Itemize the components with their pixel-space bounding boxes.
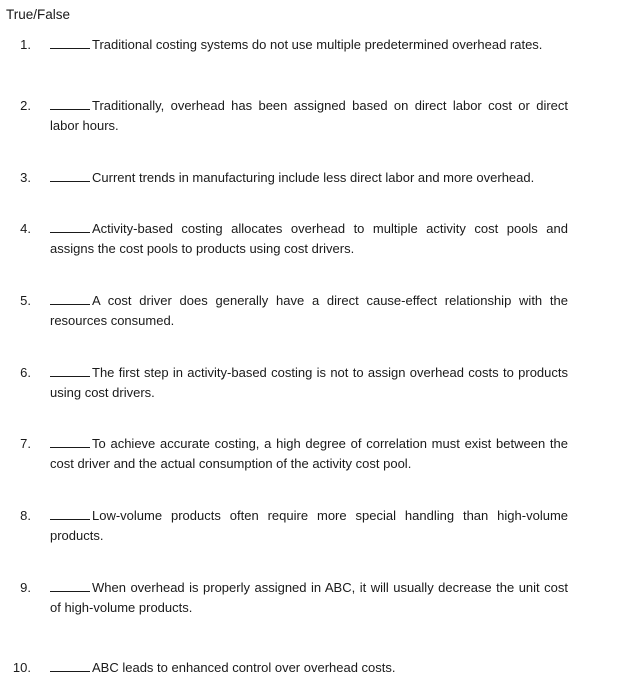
question-number: 2. <box>20 98 31 113</box>
answer-blank[interactable] <box>50 36 90 49</box>
answer-blank[interactable] <box>50 97 90 110</box>
question-number: 9. <box>20 580 31 595</box>
question-number: 6. <box>20 365 31 380</box>
section-heading: True/False <box>6 7 71 22</box>
question-text: Traditional costing systems do not use multiple predetermined overhead rates. <box>92 37 543 52</box>
question-text: A cost driver does generally have a direct cause-effect relationship with the resources consumed. <box>50 293 568 328</box>
answer-blank[interactable] <box>50 169 90 182</box>
question-text: Low-volume products often require more special handling than high-volume products. <box>50 508 568 543</box>
question-text: Current trends in manufacturing include less direct labor and more overhead. <box>92 170 535 185</box>
question-text: The first step in activity-based costing is not to assign overhead costs to products using cost drivers. <box>50 365 568 400</box>
question-number: 8. <box>20 508 31 523</box>
answer-blank[interactable] <box>50 507 90 520</box>
answer-blank[interactable] <box>50 364 90 377</box>
answer-blank[interactable] <box>50 579 90 592</box>
answer-blank[interactable] <box>50 435 90 448</box>
question-number: 7. <box>20 436 31 451</box>
answer-blank[interactable] <box>50 220 90 233</box>
question-text: When overhead is properly assigned in ABC, it will usually decrease the unit cost of high-volume products. <box>50 580 568 615</box>
question-number: 10. <box>12 660 31 675</box>
question-text: Activity-based costing allocates overhead to multiple activity cost pools and assigns the cost pools to products using cost drivers. <box>50 221 568 256</box>
question-text: ABC leads to enhanced control over overhead costs. <box>92 660 396 675</box>
question-number: 5. <box>20 293 31 308</box>
question-number: 3. <box>20 170 31 185</box>
answer-blank[interactable] <box>50 292 90 305</box>
question-number: 1. <box>20 37 31 52</box>
question-text: To achieve accurate costing, a high degree of correlation must exist between the cost driver and the actual consumption of the activity cost pool. <box>50 436 568 471</box>
question-text: Traditionally, overhead has been assigned based on direct labor cost or direct labor hours. <box>50 98 568 133</box>
question-number: 4. <box>20 221 31 236</box>
answer-blank[interactable] <box>50 659 90 672</box>
